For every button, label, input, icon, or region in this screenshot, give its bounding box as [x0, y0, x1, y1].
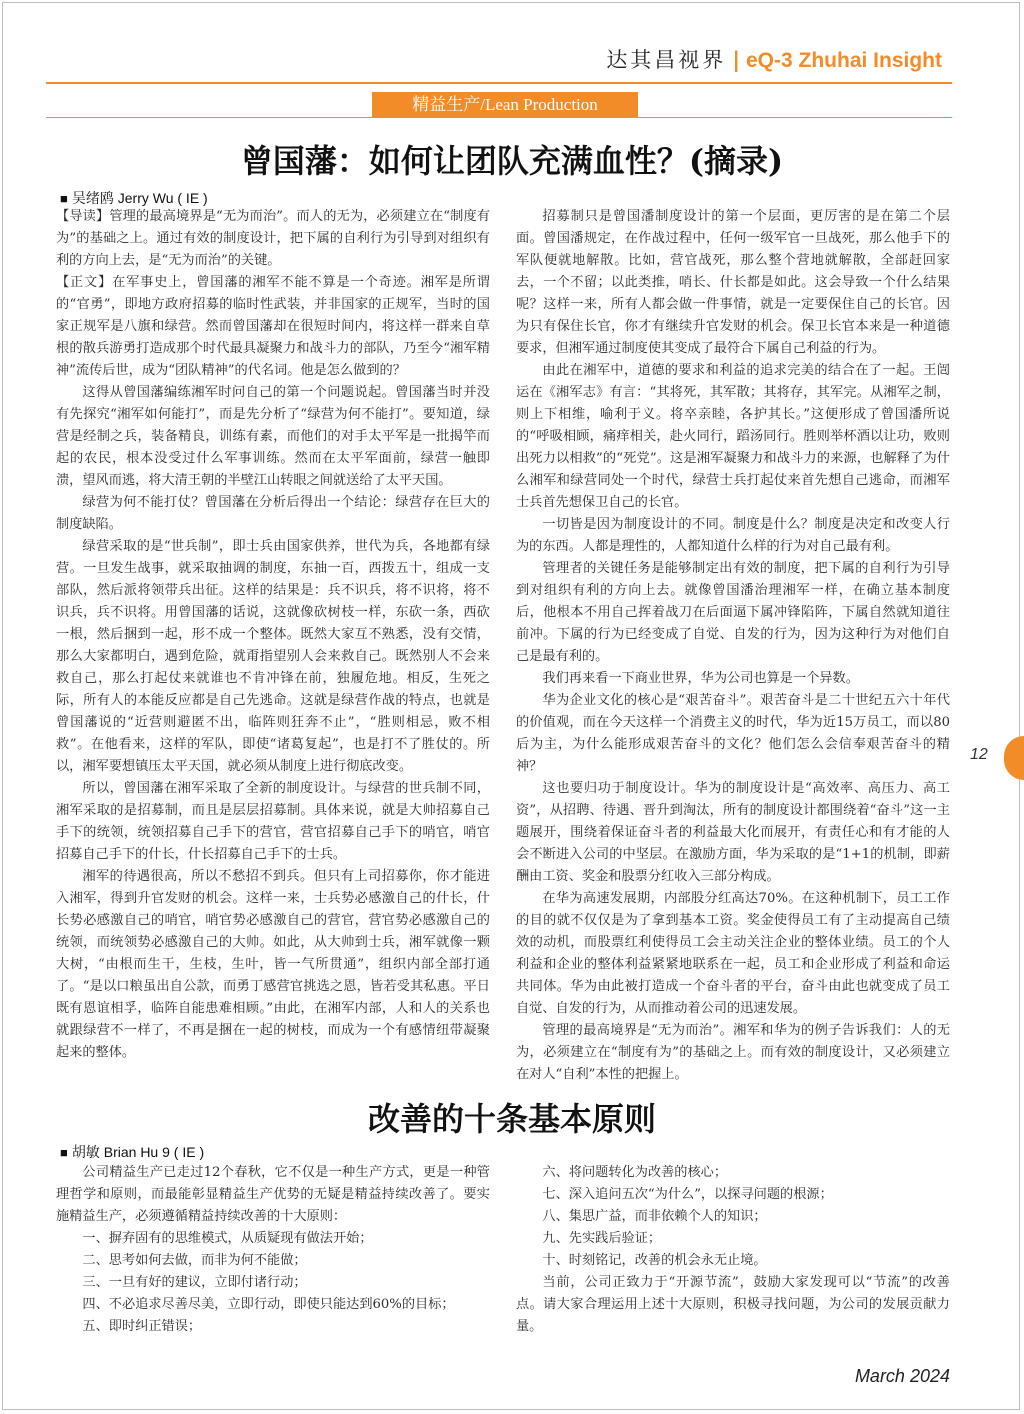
paragraph: 五、即时纠正错误； [82, 1319, 202, 1334]
paragraph: 管理者的关键任务是能够制定出有效的制度，把下属的自利行为引导到对组织有利的方向上去。就像曾国潘治理湘军一样，在确立基本制度后，他根本不用自己挥着战刀在后面逼下属冲锋陷阵，下属自然就知道往前冲。下属的行为已经变成了自觉、自发的行为，因为这种行为对他们自己是最有利的。 [516, 561, 950, 664]
paragraph: 华为企业文化的核心是“艰苦奋斗”。艰苦奋斗是二十世纪五六十年代的价值观，而在今天这样一个消费主义的时代，华为近15万员工，而以80后为主，为什么能形成艰苦奋斗的文化？他们怎么会信奉艰苦奋斗的精神？ [516, 693, 950, 774]
paragraph: 招募制只是曾国潘制度设计的第一个层面，更厉害的是在第二个层面。曾国潘规定，在作战过程中，任何一级军官一旦战死，那么他手下的军队便就地解散。比如，营官战死，那么整个营地就解散，全部赶回家去，一个不留；以此类推，哨长、什长都是如此。这会导致一个什么结果呢？这样一来，所有人都会做一件事情，就是一定要保住自己的长官。因为只有保住长官，你才有继续升官发财的机会。保卫长官本来是一种道德要求，但湘军通过制度使其变成了最符合下属自己利益的行为。 [516, 209, 950, 356]
paragraph: 当前，公司正致力于“开源节流”，鼓励大家发现可以“节流”的改善点。请大家合理运用上述十大原则，积极寻找问题，为公司的发展贡献力量。 [516, 1275, 950, 1334]
article2-left-column [56, 1162, 490, 1338]
article1-left-column [56, 206, 490, 1064]
header-rule [46, 82, 952, 84]
section-tab: 精益生产/Lean Production [372, 92, 638, 118]
article1-title: 曾国藩：如何让团队充满血性？(摘录) [240, 142, 784, 180]
paragraph: 九、先实践后验证； [542, 1231, 662, 1246]
paragraph: 一切皆是因为制度设计的不同。制度是什么？制度是决定和改变人行为的东西。人都是理性的，人都知道什么样的行为对自己最有利。 [516, 517, 950, 554]
byline-marker: ■ [60, 1145, 68, 1160]
article2-byline [60, 1142, 204, 1162]
article2-right-column [516, 1162, 950, 1338]
paragraph: 三、一旦有好的建议，立即付诸行动； [82, 1275, 307, 1290]
byline-marker: ■ [60, 191, 68, 206]
paragraph: 湘军的待遇很高，所以不愁招不到兵。但只有上司招募你，你才能进入湘军，得到升官发财的机会。这样一来，士兵势必感激自己的什长，什长势必感激自己的哨官，哨官势必感激自己的营官，营官势必感激自己的统领，而统领势必感激自己的大帅。如此，从大帅到士兵，湘军就像一颗大树，“由根而生干，生枝，生叶，皆一气所贯通”，组织内部全部打通了。“是以口粮虽出自公款，而勇丁感营官挑选之恩，皆若受其私惠。平日既有恩谊相孚，临阵自能患难相顾。”由此，在湘军内部，人和人的关系也就跟绿营不一样了，不再是捆在一起的树枝，而成为一个有感情纽带凝聚起来的整体。 [56, 869, 490, 1060]
paragraph: 八、集思广益，而非依赖个人的知识； [542, 1209, 767, 1224]
paragraph: 一、摒弃固有的思维模式，从质疑现有做法开始； [82, 1231, 373, 1246]
paragraph: 管理的最高境界是“无为而治”。湘军和华为的例子告诉我们：人的无为，必须建立在“制度有为”的基础之上。而有效的制度设计，又必须建立在对人“自利”本性的把握上。 [516, 1023, 950, 1082]
brand-separator: | [732, 48, 740, 72]
article2-title: 改善的十条基本原则 [367, 1100, 656, 1138]
paragraph: 公司精益生产已走过12个春秋，它不仅是一种生产方式，更是一种管理哲学和原则，而最能彰显精益生产优势的无疑是精益持续改善了。要实施精益生产，必须遵循精益持续改善的十大原则： [56, 1165, 490, 1224]
paragraph: 七、深入追问五次“为什么”，以探寻问题的根源； [542, 1187, 833, 1202]
paragraph: 【导读】管理的最高境界是“无为而治”。而人的无为，必须建立在“制度有为”的基础之上。通过有效的制度设计，把下属的自利行为引导到对组织有利的方向上去，是“无为而治”的关键。 [56, 209, 490, 268]
paragraph: 所以，曾国藩在湘军采取了全新的制度设计。与绿营的世兵制不同，湘军采取的是招募制，而且是层层招募制。具体来说，就是大帅招募自己手下的统领，统领招募自己手下的营官，营官招募自己手下的哨官，哨官招募自己手下的什长，什长招募自己手下的士兵。 [56, 781, 490, 862]
article1-byline [60, 188, 208, 208]
paragraph: 由此在湘军中，道德的要求和利益的追求完美的结合在了一起。王闿运在《湘军志》有言：“其将死，其军散；其将存，其军完。从湘军之制，则上下相维，喻利于义。将卒亲睦，各护其长。”这便形成了曾国潘所说的“呼吸相顾，痛痒相关，赴火同行，蹈汤同行。胜则举杯酒以让功，败则出死力以相救”的“死党”。这是湘军凝聚力和战斗力的来源，也解释了为什么湘军和绿营同处一个时代，绿营士兵打起仗来首先想自己逃命，而湘军士兵首先想保卫自己的长官。 [516, 363, 950, 510]
article2-author: 胡敏 Brian Hu 9 ( IE ) [71, 1144, 205, 1160]
brand-chinese: 达其昌视界 [606, 48, 727, 72]
paragraph: 四、不必追求尽善尽美，立即行动，即使只能达到60%的目标； [82, 1297, 455, 1312]
paragraph: 绿营采取的是“世兵制”，即士兵由国家供养，世代为兵，各地都有绿营。一旦发生战事，就采取抽调的制度，东抽一百，西拨五十，组成一支部队，然后派将领带兵出征。这样的结果是：兵不识兵，将不识将，将不识兵，兵不识将。用曾国藩的话说，这就像砍树枝一样，东砍一条，西砍一根，然后捆到一起，形不成一个整体。既然大家互不熟悉，没有交情，那么大家都明白，遇到危险，就甭指望别人会来救自己。既然别人不会来救自己，那么打起仗来就谁也不肯冲锋在前，独履危地。相反，生死之际，所有人的本能反应都是自己先逃命。这就是绿营作战的特点，也就是曾国藩说的“近营则避匿不出，临阵则狂奔不止”，“胜则相忌，败不相救”。在他看来，这样的军队，即使“诸葛复起”，也是打不了胜仗的。所以，湘军要想镇压太平天国，就必须从制度上进行彻底改变。 [56, 539, 490, 774]
magazine-brand [606, 44, 942, 74]
section-rule [46, 117, 952, 118]
paragraph: 绿营为何不能打仗？曾国藩在分析后得出一个结论：绿营存在巨大的制度缺陷。 [56, 495, 490, 532]
paragraph: 这也要归功于制度设计。华为的制度设计是“高效率、高压力、高工资”，从招聘、待遇、晋升到淘汰，所有的制度设计都围绕着“奋斗”这一主题展开，围绕着保证奋斗者的利益最大化而展开，有责任心和有才能的人会不断进入公司的中坚层。在激励方面，华为采取的是“1+1的机制，即薪酬由工资、奖金和股票分红收入三部分构成。 [516, 781, 950, 884]
paragraph: 六、将问题转化为改善的核心； [542, 1165, 728, 1180]
article1-right-column [516, 206, 950, 1086]
page-number: 12 [970, 746, 988, 763]
page-edge-tab [1004, 736, 1024, 780]
paragraph: 在华为高速发展期，内部股分红高达70%。在这种机制下，员工工作的目的就不仅仅是为了拿到基本工资。奖金使得员工有了主动提高自己绩效的动机，而股票红利使得员工会主动关注企业的整体业绩。员工的个人利益和企业的整体利益紧紧地联系在一起，员工和企业形成了利益和命运共同体。华为由此被打造成一个奋斗者的平台，奋斗由此也就变成了员工自觉、自发的行为，从而推动着公司的迅速发展。 [516, 891, 950, 1016]
paragraph: 这得从曾国藩编练湘军时问自己的第一个问题说起。曾国藩当时并没有先探究“湘军如何能打”，而是先分析了“绿营为何不能打”。要知道，绿营是经制之兵，装备精良，训练有素，而他们的对手太平军是一批揭竿而起的农民，根本没受过什么军事训练。然而在太平军面前，绿营一触即溃，望风而逃，将大清王朝的半壁江山转眼之间就送给了太平天国。 [56, 385, 490, 488]
paragraph: 二、思考如何去做，而非为何不能做； [82, 1253, 307, 1268]
paragraph: 十、时刻铭记，改善的机会永无止境。 [542, 1253, 767, 1268]
issue-date: March 2024 [854, 1366, 950, 1386]
paragraph: 我们再来看一下商业世界，华为公司也算是一个异数。 [542, 671, 859, 686]
paragraph: 【正文】在军事史上，曾国藩的湘军不能不算是一个奇迹。湘军是所谓的“官勇”，即地方政府招募的临时性武装，并非国家的正规军，当时的国家正规军是八旗和绿营。然而曾国藩却在很短时间内，将这样一群来自草根的散兵游勇打造成那个时代最具凝聚力和战斗力的部队，乃至今“湘军精神”流传后世，成为“团队精神”的代名词。他是怎么做到的？ [56, 275, 490, 378]
article1-author: 吴绪鸥 Jerry Wu ( IE ) [71, 190, 208, 206]
brand-english: eQ-3 Zhuhai Insight [745, 49, 942, 72]
